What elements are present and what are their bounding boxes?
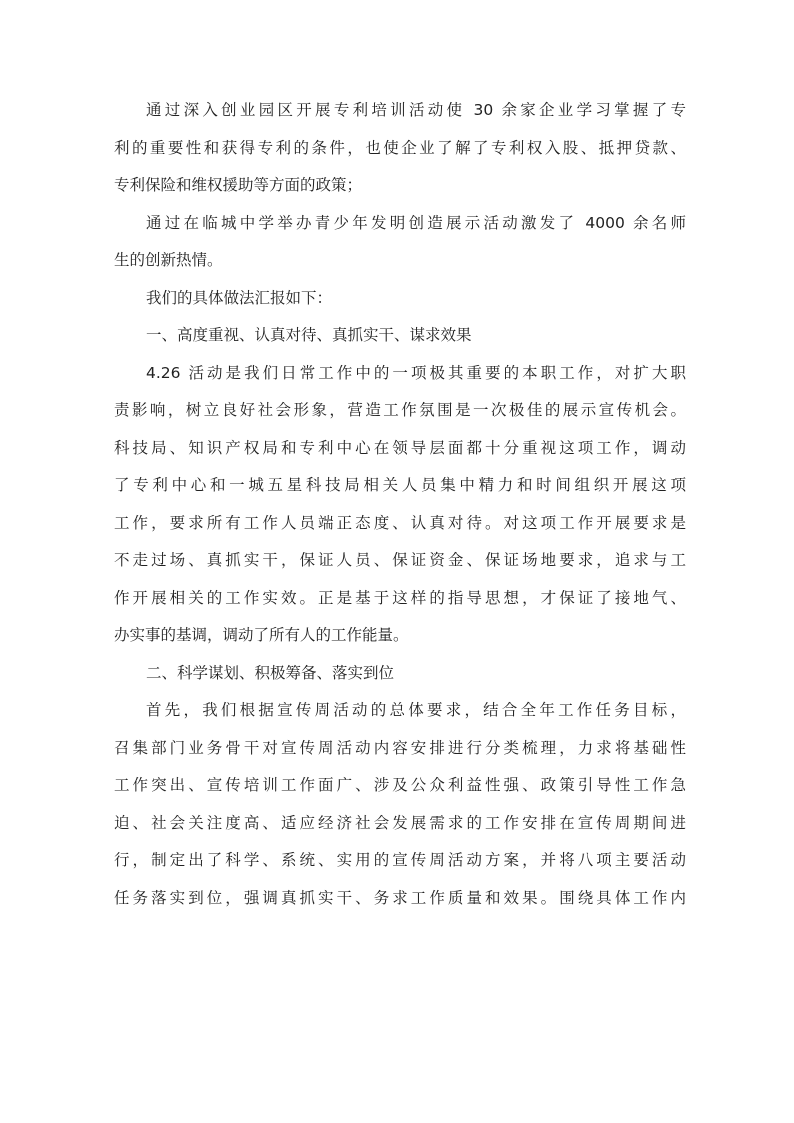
text-line: 利的重要性和获得专利的条件，也使企业了解了专利权入股、抵押贷款、 (114, 138, 686, 157)
text-line: 了专利中心和一城五星科技局相关人员集中精力和时间组织开展这项 (114, 476, 686, 494)
text-line: 任务落实到位，强调真抓实干、务求工作质量和效果。围绕具体工作内 (114, 888, 686, 907)
text-line: 责影响，树立良好社会形象，营造工作氛围是一次极佳的展示宣传机会。 (114, 401, 686, 419)
text-line: 通过在临城中学举办青少年发明创造展示活动激发了 4000 余名师 (146, 213, 686, 232)
section-heading-1 (114, 323, 686, 361)
paragraph-1 (114, 98, 686, 211)
text-line: 科技局、知识产权局和专利中心在领导层面都十分重视这项工作，调动 (114, 438, 686, 457)
paragraph-3 (114, 286, 686, 324)
text-line: 办实事的基调，调动了所有人的工作能量。 (114, 626, 409, 644)
section-heading-text: 一、高度重视、认真对待、真抓实干、谋求效果 (146, 326, 472, 344)
text-line: 不走过场、真抓实干，保证人员、保证资金、保证场地要求，追求与工 (114, 551, 686, 569)
text-line: 作开展相关的工作实效。正是基于这样的指导思想，才保证了接地气、 (114, 588, 686, 607)
document-body (114, 98, 686, 923)
paragraph-2 (114, 211, 686, 286)
text-line: 4.26 活动是我们日常工作中的一项极其重要的本职工作，对扩大职 (146, 363, 686, 382)
text-line: 生的创新热情。 (114, 251, 223, 269)
text-line: 行，制定出了科学、系统、实用的宣传周活动方案，并将八项主要活动 (114, 851, 686, 869)
text-line: 通过深入创业园区开展专利培训活动使 30 余家企业学习掌握了专 (146, 101, 686, 119)
section-heading-2 (114, 661, 686, 699)
text-line: 首先，我们根据宣传周活动的总体要求，结合全年工作任务目标， (146, 701, 686, 719)
text-line: 我们的具体做法汇报如下： (146, 288, 333, 307)
section-heading-text: 二、科学谋划、积极筹备、落实到位 (146, 663, 395, 682)
paragraph-7 (114, 698, 686, 923)
text-line: 迫、社会关注度高、适应经济社会发展需求的工作安排在宣传周期间进 (114, 813, 686, 832)
text-line: 专利保险和维权援助等方面的政策； (114, 176, 363, 194)
paragraph-5 (114, 361, 686, 661)
text-line: 工作突出、宣传培训工作面广、涉及公众利益性强、政策引导性工作急 (114, 776, 686, 794)
text-line: 工作，要求所有工作人员端正态度、认真对待。对这项工作开展要求是 (114, 513, 686, 532)
text-line: 召集部门业务骨干对宣传周活动内容安排进行分类梳理，力求将基础性 (114, 738, 686, 757)
